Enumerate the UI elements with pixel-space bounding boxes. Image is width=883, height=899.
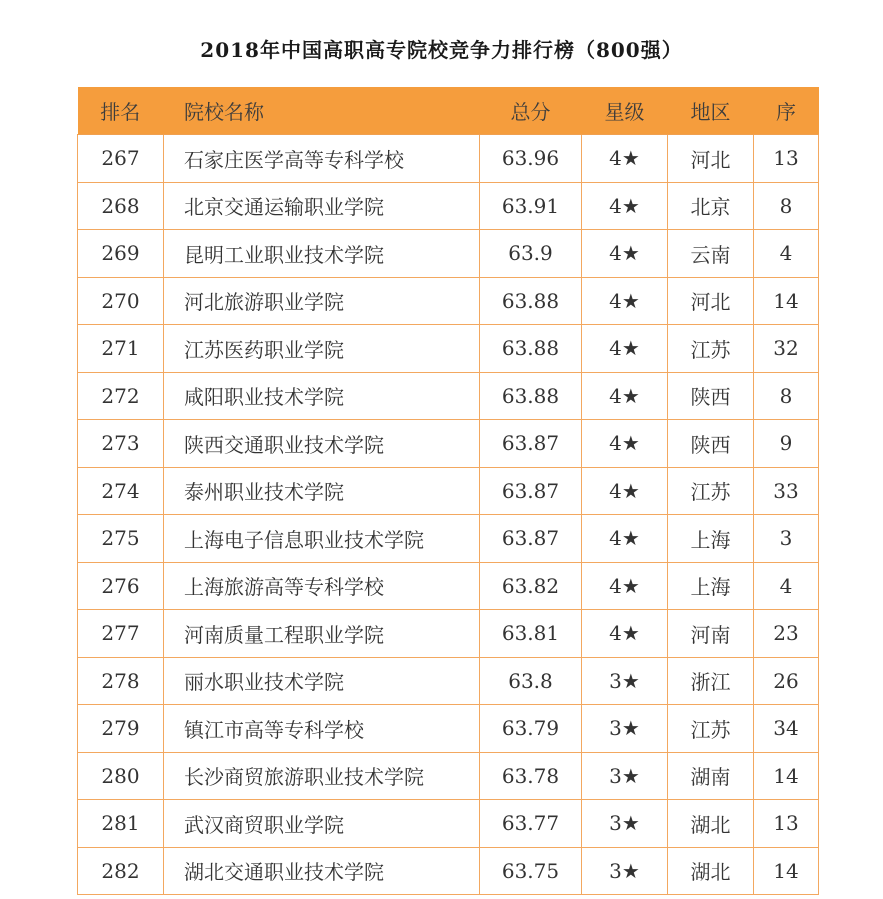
cell-rank: 268	[78, 182, 164, 230]
cell-stars: 4★	[582, 277, 668, 325]
column-header-name: 院校名称	[164, 87, 480, 135]
cell-region: 陕西	[668, 372, 754, 420]
cell-region: 上海	[668, 515, 754, 563]
cell-score: 63.96	[480, 135, 582, 183]
cell-seq: 26	[754, 657, 819, 705]
cell-school-name: 长沙商贸旅游职业技术学院	[164, 752, 480, 800]
cell-seq: 23	[754, 610, 819, 658]
cell-score: 63.77	[480, 800, 582, 848]
cell-region: 湖南	[668, 752, 754, 800]
cell-rank: 267	[78, 135, 164, 183]
column-header-seq: 序	[754, 87, 819, 135]
cell-school-name: 陕西交通职业技术学院	[164, 420, 480, 468]
page-title: 2018年中国高职高专院校竞争力排行榜（800强）	[200, 38, 683, 62]
table-row	[78, 420, 819, 468]
cell-score: 63.75	[480, 847, 582, 895]
cell-rank: 269	[78, 230, 164, 278]
cell-region: 河南	[668, 610, 754, 658]
cell-rank: 281	[78, 800, 164, 848]
table-row	[78, 467, 819, 515]
cell-seq: 4	[754, 230, 819, 278]
cell-score: 63.8	[480, 657, 582, 705]
cell-stars: 4★	[582, 230, 668, 278]
cell-rank: 270	[78, 277, 164, 325]
cell-seq: 14	[754, 752, 819, 800]
ranking-table	[77, 87, 819, 895]
cell-stars: 3★	[582, 752, 668, 800]
table-row	[78, 277, 819, 325]
cell-rank: 271	[78, 325, 164, 373]
cell-stars: 4★	[582, 515, 668, 563]
table-row	[78, 325, 819, 373]
cell-region: 河北	[668, 277, 754, 325]
cell-seq: 34	[754, 705, 819, 753]
cell-region: 江苏	[668, 467, 754, 515]
table-row	[78, 562, 819, 610]
cell-seq: 14	[754, 277, 819, 325]
cell-score: 63.9	[480, 230, 582, 278]
cell-rank: 274	[78, 467, 164, 515]
cell-score: 63.82	[480, 562, 582, 610]
cell-region: 云南	[668, 230, 754, 278]
cell-rank: 280	[78, 752, 164, 800]
cell-school-name: 河北旅游职业学院	[164, 277, 480, 325]
cell-school-name: 武汉商贸职业学院	[164, 800, 480, 848]
cell-school-name: 丽水职业技术学院	[164, 657, 480, 705]
cell-region: 江苏	[668, 325, 754, 373]
cell-seq: 13	[754, 135, 819, 183]
cell-stars: 4★	[582, 325, 668, 373]
cell-score: 63.88	[480, 325, 582, 373]
cell-stars: 3★	[582, 705, 668, 753]
cell-score: 63.79	[480, 705, 582, 753]
cell-rank: 279	[78, 705, 164, 753]
cell-seq: 13	[754, 800, 819, 848]
table-row	[78, 657, 819, 705]
cell-school-name: 江苏医药职业学院	[164, 325, 480, 373]
cell-seq: 9	[754, 420, 819, 468]
table-row	[78, 847, 819, 895]
cell-region: 上海	[668, 562, 754, 610]
cell-school-name: 昆明工业职业技术学院	[164, 230, 480, 278]
cell-rank: 273	[78, 420, 164, 468]
cell-seq: 8	[754, 372, 819, 420]
cell-score: 63.91	[480, 182, 582, 230]
cell-school-name: 湖北交通职业技术学院	[164, 847, 480, 895]
table-body	[78, 135, 819, 895]
cell-stars: 4★	[582, 467, 668, 515]
cell-rank: 276	[78, 562, 164, 610]
cell-school-name: 上海旅游高等专科学校	[164, 562, 480, 610]
cell-seq: 8	[754, 182, 819, 230]
cell-score: 63.78	[480, 752, 582, 800]
cell-school-name: 镇江市高等专科学校	[164, 705, 480, 753]
cell-score: 63.87	[480, 515, 582, 563]
cell-rank: 275	[78, 515, 164, 563]
cell-school-name: 上海电子信息职业技术学院	[164, 515, 480, 563]
cell-school-name: 石家庄医学高等专科学校	[164, 135, 480, 183]
cell-stars: 4★	[582, 610, 668, 658]
cell-school-name: 北京交通运输职业学院	[164, 182, 480, 230]
cell-school-name: 咸阳职业技术学院	[164, 372, 480, 420]
column-header-score: 总分	[480, 87, 582, 135]
cell-region: 湖北	[668, 847, 754, 895]
cell-rank: 282	[78, 847, 164, 895]
cell-region: 浙江	[668, 657, 754, 705]
cell-rank: 278	[78, 657, 164, 705]
cell-region: 陕西	[668, 420, 754, 468]
cell-seq: 14	[754, 847, 819, 895]
table-row	[78, 182, 819, 230]
cell-school-name: 泰州职业技术学院	[164, 467, 480, 515]
table-row	[78, 230, 819, 278]
cell-seq: 33	[754, 467, 819, 515]
column-header-region: 地区	[668, 87, 754, 135]
cell-stars: 3★	[582, 657, 668, 705]
cell-region: 湖北	[668, 800, 754, 848]
cell-score: 63.87	[480, 420, 582, 468]
table-row	[78, 610, 819, 658]
cell-score: 63.88	[480, 372, 582, 420]
cell-stars: 4★	[582, 135, 668, 183]
table-row	[78, 135, 819, 183]
cell-score: 63.87	[480, 467, 582, 515]
table-header-row	[78, 87, 819, 135]
cell-stars: 4★	[582, 372, 668, 420]
cell-rank: 277	[78, 610, 164, 658]
cell-rank: 272	[78, 372, 164, 420]
table-row	[78, 372, 819, 420]
table-row	[78, 800, 819, 848]
cell-seq: 4	[754, 562, 819, 610]
cell-stars: 4★	[582, 182, 668, 230]
column-header-stars: 星级	[582, 87, 668, 135]
cell-stars: 4★	[582, 562, 668, 610]
table-row	[78, 705, 819, 753]
cell-stars: 3★	[582, 847, 668, 895]
cell-region: 北京	[668, 182, 754, 230]
cell-seq: 3	[754, 515, 819, 563]
table-row	[78, 752, 819, 800]
cell-score: 63.88	[480, 277, 582, 325]
cell-school-name: 河南质量工程职业学院	[164, 610, 480, 658]
cell-seq: 32	[754, 325, 819, 373]
table-row	[78, 515, 819, 563]
cell-region: 河北	[668, 135, 754, 183]
column-header-rank: 排名	[78, 87, 164, 135]
cell-region: 江苏	[668, 705, 754, 753]
cell-stars: 3★	[582, 800, 668, 848]
cell-score: 63.81	[480, 610, 582, 658]
cell-stars: 4★	[582, 420, 668, 468]
